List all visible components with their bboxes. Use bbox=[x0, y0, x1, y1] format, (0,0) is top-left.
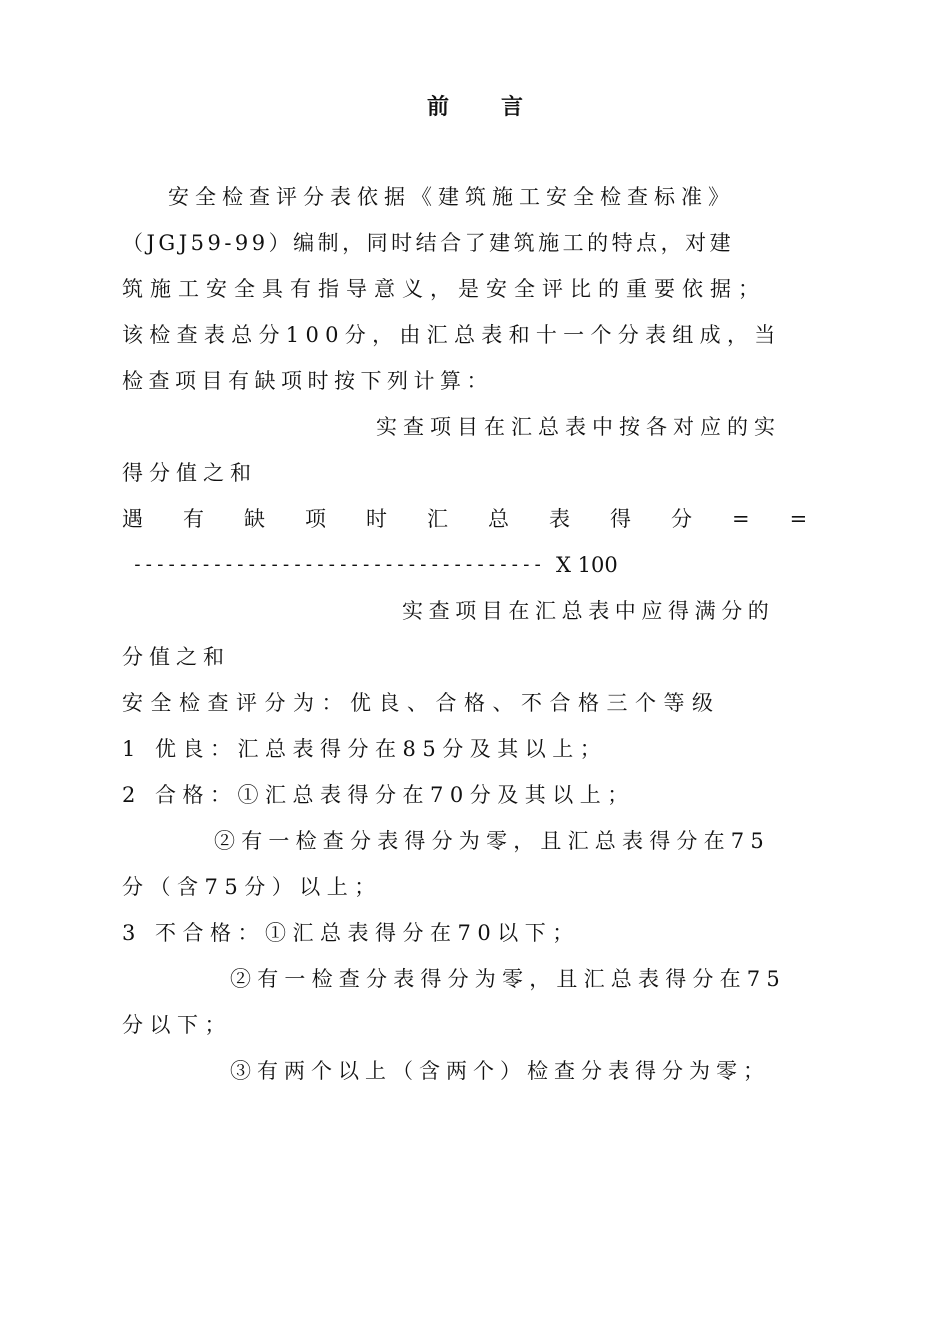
page-title bbox=[0, 90, 950, 121]
grade-fail-condition-2-line-2: 分以下； bbox=[122, 1013, 232, 1037]
paragraph-line-2: （JGJ59-99）编制，同时结合了建筑施工的特点，对建 bbox=[122, 231, 735, 255]
formula-fraction-line: ------------------------------------ bbox=[132, 554, 544, 575]
title-char-1: 前 bbox=[426, 94, 449, 120]
formula-numerator-line-1: 实查项目在汇总表中按各对应的实 bbox=[376, 415, 781, 439]
grade-pass-condition-2-line-2: 分（含75分）以上； bbox=[122, 875, 382, 899]
formula-multiplier: X 100 bbox=[556, 553, 618, 577]
grade-fail-condition-2-line-1: ②有一检查分表得分为零，且汇总表得分在75 bbox=[230, 967, 786, 991]
formula-left-hand-side: 遇有缺项时汇总表得分== bbox=[122, 507, 848, 531]
grades-intro: 安全检查评分为：优良、合格、不合格三个等级 bbox=[122, 691, 721, 715]
formula-denominator-line-2: 分值之和 bbox=[122, 645, 230, 669]
title-char-2: 言 bbox=[501, 94, 524, 120]
formula-denominator-line-1: 实查项目在汇总表中应得满分的 bbox=[402, 599, 775, 623]
grade-excellent: 1 优良：汇总表得分在85分及其以上； bbox=[122, 737, 608, 761]
formula-numerator-line-2: 得分值之和 bbox=[122, 461, 257, 485]
grade-pass-condition-2-line-1: ②有一检查分表得分为零，且汇总表得分在75 bbox=[214, 829, 770, 853]
grade-pass-condition-1: 2 合格：①汇总表得分在70分及其以上； bbox=[122, 783, 635, 807]
paragraph-line-3: 筑施工安全具有指导意义，是安全评比的重要依据； bbox=[122, 277, 766, 301]
paragraph-line-4: 该检查表总分100分，由汇总表和十一个分表组成，当 bbox=[122, 323, 782, 347]
grade-fail-condition-3: ③有两个以上（含两个）检查分表得分为零； bbox=[230, 1059, 770, 1083]
paragraph-line-1: 安全检查评分表依据《建筑施工安全检查标准》 bbox=[168, 185, 735, 209]
paragraph-line-5: 检查项目有缺项时按下列计算： bbox=[122, 369, 493, 393]
grade-fail-condition-1: 3 不合格：①汇总表得分在70以下； bbox=[122, 921, 580, 945]
